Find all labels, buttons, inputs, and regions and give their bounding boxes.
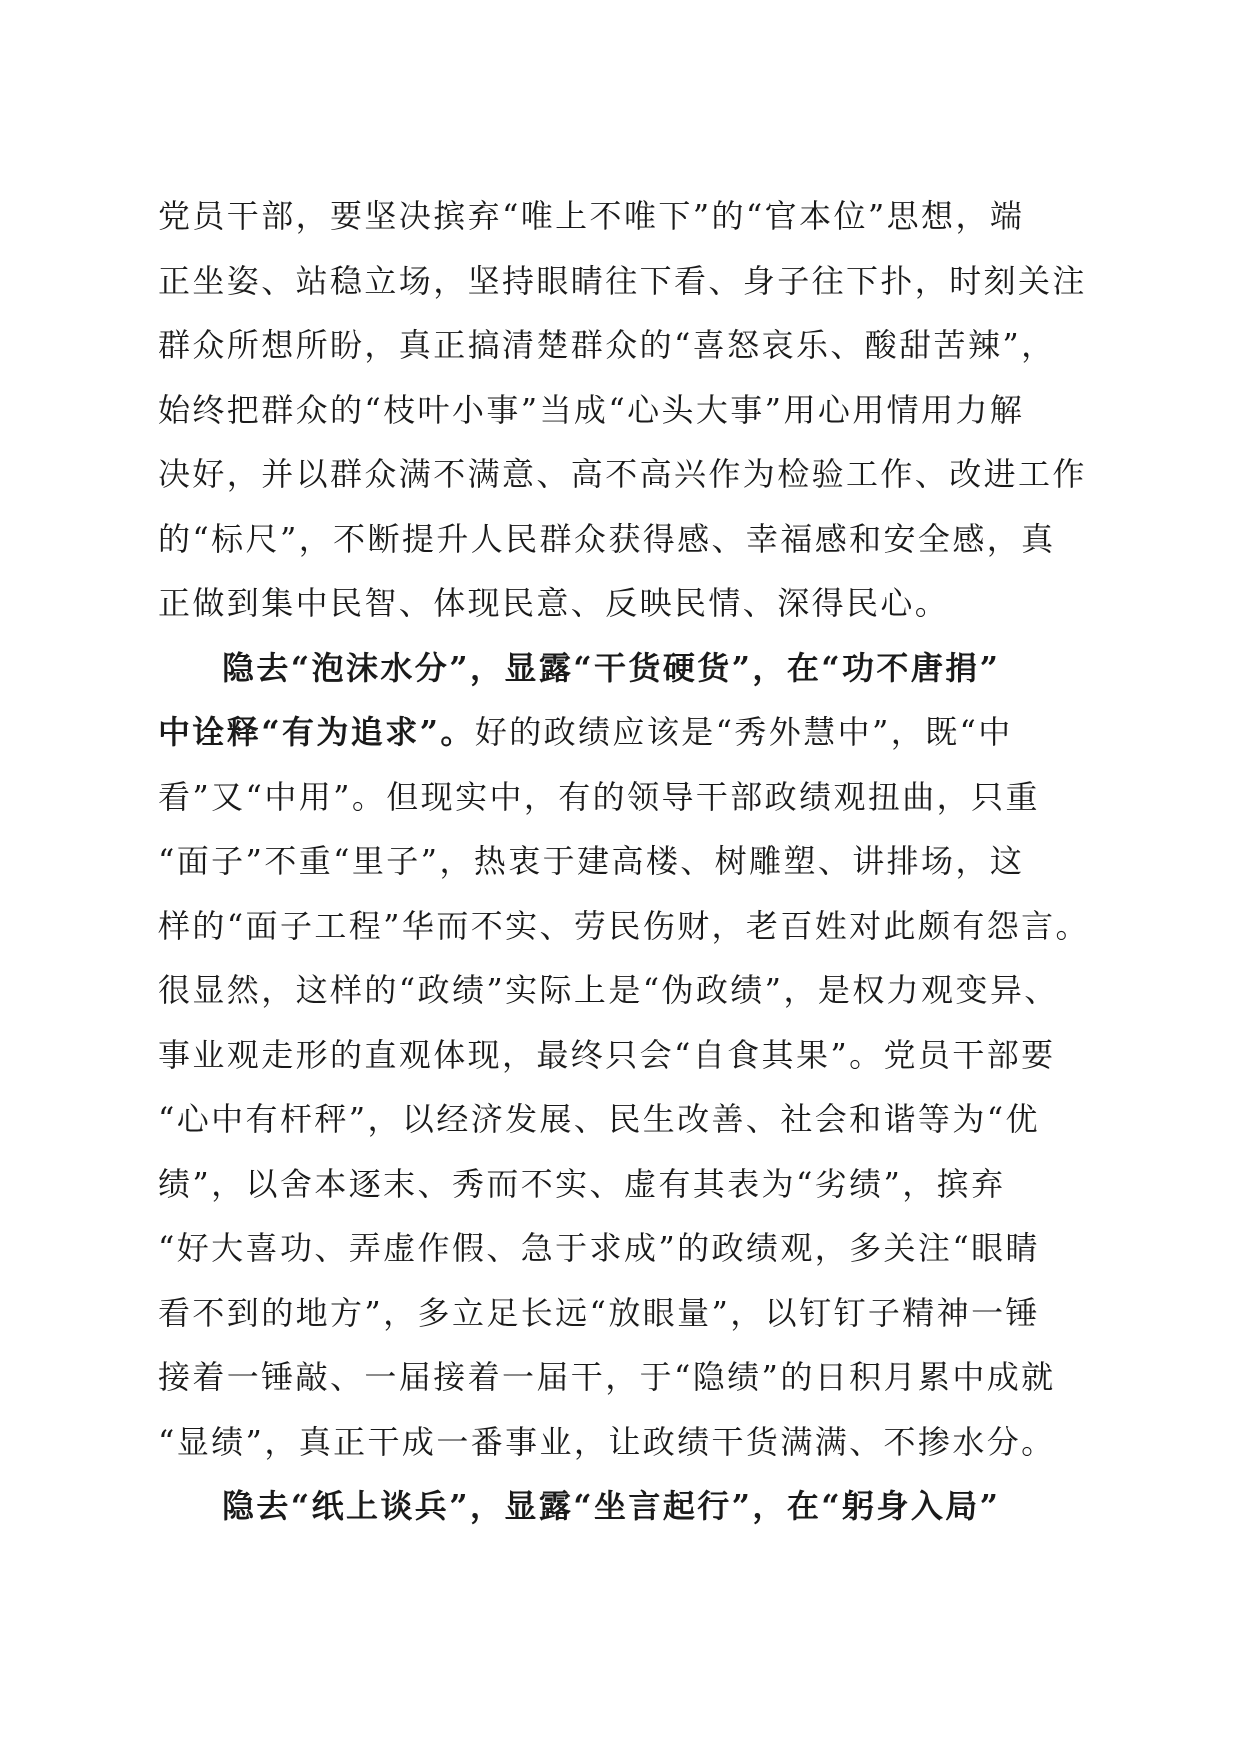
body-line: 正坐姿、站稳立场，坚持眼睛往下看、身子往下扑，时刻关注	[158, 261, 1087, 300]
section-heading-fragment: 中诠释“有为追求”。	[158, 713, 475, 751]
body-line: 群众所想所盼，真正搞清楚群众的“喜怒哀乐、酸甜苦辣”，	[158, 326, 1056, 364]
body-line: 看”又“中用”。但现实中，有的领导干部政绩观扭曲，只重	[158, 777, 1040, 816]
section-heading-line: 隐去“泡沫水分”，显露“干货硬货”，在“功不唐捐”	[222, 648, 1001, 687]
body-line: 党员干部，要坚决摈弃“唯上不唯下”的“官本位”思想，端	[158, 197, 1025, 235]
body-line: 的“标尺”，不断提升人民群众获得感、幸福感和安全感，真	[158, 519, 1056, 558]
body-line: “面子”不重“里子”，热衷于建高楼、树雕塑、讲排场，这	[158, 842, 1025, 880]
body-line: 始终把群众的“枝叶小事”当成“心头大事”用心用情用力解	[158, 390, 1025, 429]
body-fragment: 好的政绩应该是“秀外慧中”，既“中	[474, 713, 1013, 751]
body-line: 绩”，以舍本逐末、秀而不实、虚有其表为“劣绩”，摈弃	[158, 1164, 1006, 1203]
body-line: 样的“面子工程”华而不实、劳民伤财，老百姓对此颇有怨言。	[158, 906, 1090, 945]
body-line: 事业观走形的直观体现，最终只会“自食其果”。党员干部要	[158, 1035, 1056, 1074]
body-line: 接着一锤敲、一届接着一届干，于“隐绩”的日积月累中成就	[158, 1358, 1056, 1396]
document-body	[158, 184, 1088, 1539]
body-line: 决好，并以群众满不满意、高不高兴作为检验工作、改进工作	[158, 455, 1087, 493]
mixed-line	[158, 700, 1088, 765]
body-line: 看不到的地方”，多立足长远“放眼量”，以钉钉子精神一锤	[158, 1293, 1040, 1332]
body-line: 正做到集中民智、体现民意、反映民情、深得民心。	[158, 584, 950, 622]
body-line: “心中有杆秤”，以经济发展、民生改善、社会和谐等为“优	[158, 1100, 1040, 1138]
section-heading-line: 隐去“纸上谈兵”，显露“坐言起行”，在“躬身入局”	[222, 1487, 1001, 1525]
body-line: “好大喜功、弄虚作假、急于求成”的政绩观，多关注“眼睛	[158, 1229, 1040, 1267]
body-line: 很显然，这样的“政绩”实际上是“伪政绩”，是权力观变异、	[158, 971, 1059, 1009]
body-line: “显绩”，真正干成一番事业，让政绩干货满满、不掺水分。	[158, 1422, 1056, 1461]
